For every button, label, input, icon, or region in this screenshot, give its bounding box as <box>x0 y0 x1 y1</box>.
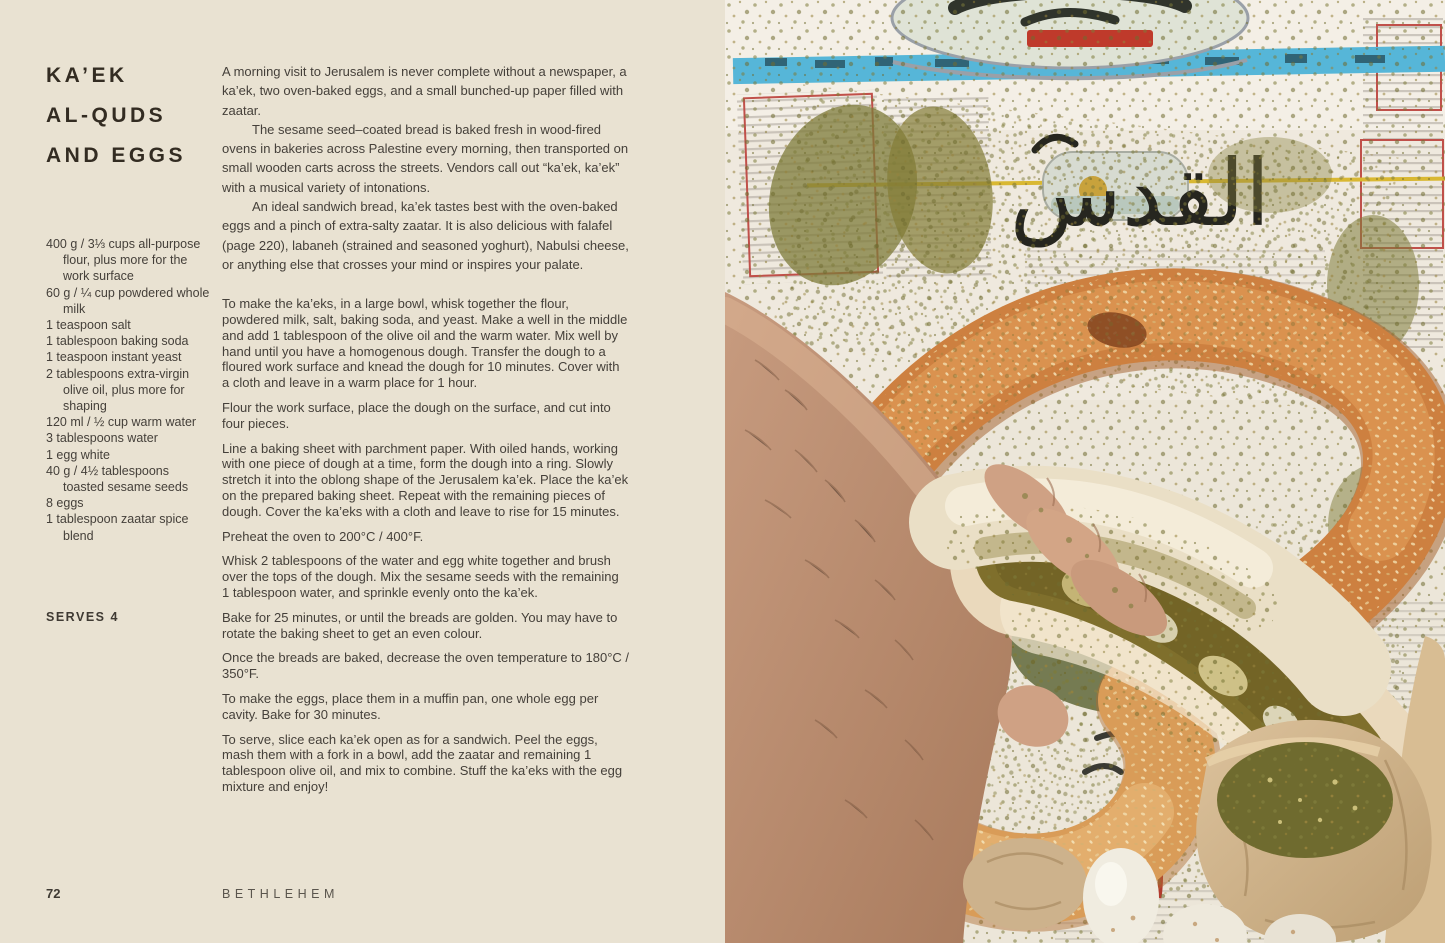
crumpled-paper <box>963 838 1087 930</box>
method-paragraph: To make the eggs, place them in a muffin pan, one whole egg per cavity. Bake for 30 minutes. <box>222 691 599 722</box>
ingredient-item: 1 teaspoon instant yeast <box>46 350 182 365</box>
intro-paragraph: The sesame seed–coated bread is baked fresh in wood-fired ovens in bakeries across Palestine every morning, then transported on small wooden carts across the streets. Vendors call out “ka’ek, ka’ek” with a musical variety of intonations. <box>222 121 629 195</box>
ingredient-item: 8 eggs <box>46 496 84 511</box>
ingredient-item: 3 tablespoons water <box>46 431 158 446</box>
ingredients-list <box>46 236 211 544</box>
recipe-title-line: KA’EK <box>46 64 128 87</box>
ingredient-item: 400 g / 3⅓ cups all-purpose flour, plus more for the work surface <box>46 237 201 284</box>
method-paragraph: Flour the work surface, place the dough on the surface, and cut into four pieces. <box>222 400 611 431</box>
recipe-body <box>222 62 629 804</box>
ingredient-item: 1 tablespoon baking soda <box>46 334 189 349</box>
intro-paragraph: A morning visit to Jerusalem is never complete without a newspaper, a ka’ek, two oven-baked eggs, and a small bunched-up paper filled with zaatar. <box>222 64 627 118</box>
chapter-footer: BETHLEHEM <box>222 887 339 901</box>
ingredient-item: 1 teaspoon salt <box>46 318 131 333</box>
ingredient-item: 40 g / 4½ tablespoons toasted sesame seeds <box>46 463 189 495</box>
food-photo <box>725 0 1445 943</box>
ingredient-item: 2 tablespoons extra-virgin olive oil, plus more for shaping <box>46 366 190 414</box>
ingredient-item: 1 egg white <box>46 447 110 462</box>
method-paragraph: Whisk 2 tablespoons of the water and egg white together and brush over the tops of the dough. Mix the sesame seeds with the remaining 1 tablespoon water, and sprinkle evenly onto the ka’ek. <box>222 553 619 601</box>
photo-page <box>725 0 1445 943</box>
serves-label: SERVES 4 <box>46 610 119 624</box>
method-paragraph: Line a baking sheet with parchment paper. With oiled hands, working with one piece of dough at a time, form the dough into a ring. Slowly stretch it into the oblong shape of the Jerusalem ka’ek. Place the ka’ek on the prepared baking sheet. Repeat with the remaining pieces of dough. Cover the ka’eks with a cloth and leave to rise for 15 minutes. <box>222 440 629 519</box>
method-paragraph: Preheat the oven to 200°C / 400°F. <box>222 528 424 544</box>
recipe-method <box>222 296 629 795</box>
method-paragraph: Bake for 25 minutes, or until the breads are golden. You may have to rotate the baking sheet to get an even colour. <box>222 609 618 641</box>
method-paragraph: To serve, slice each ka’ek open as for a sandwich. Peel the eggs, mash them with a fork in a bowl, add the zaatar and remaining 1 tablespoon olive oil, and mix to combine. Stuff the ka’eks with the egg mixture and enjoy! <box>222 731 623 794</box>
recipe-title <box>46 56 246 176</box>
recipe-intro <box>222 62 629 274</box>
ingredient-item: 120 ml / ½ cup warm water <box>46 415 197 430</box>
ingredient-item: 60 g / ¼ cup powdered whole milk <box>46 285 210 316</box>
page-number: 72 <box>46 886 61 901</box>
ingredient-item: 1 tablespoon zaatar spice blend <box>46 512 189 543</box>
recipe-title-line: AL-QUDS <box>46 104 167 127</box>
intro-paragraph: An ideal sandwich bread, ka’ek tastes best with the oven-baked eggs and a pinch of extra-salty zaatar. It is also delicious with falafel (page 220), labaneh (strained and seasoned yoghurt), Nabulsi cheese, or anything else that crosses your mind or inspires your palate. <box>222 199 629 272</box>
recipe-title-line: AND EGGS <box>46 144 187 167</box>
method-paragraph: Once the breads are baked, decrease the oven temperature to 180°C / 350°F. <box>222 650 630 682</box>
method-paragraph: To make the ka’eks, in a large bowl, whisk together the flour, powdered milk, salt, baking soda, and yeast. Make a well in the middle and add 1 tablespoon of the olive oil and the warm water. Mix well by hand until you have a homogenous dough. Transfer the dough to a floured work surface and knead the dough for 10 minutes. Cover with a cloth and leave in a warm place for 1 hour. <box>222 296 628 391</box>
